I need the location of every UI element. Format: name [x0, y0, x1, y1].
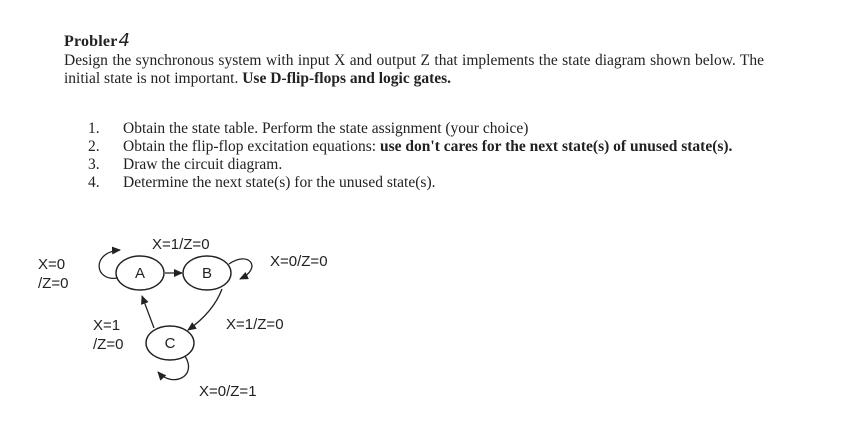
state-b — [183, 256, 231, 290]
task-item: 2. Obtain the flip-flop excitation equations: use don't cares for the next state(s) of unused state(s). — [88, 138, 733, 155]
task-item: 4. Determine the next state(s) for the unused state(s). — [88, 174, 436, 191]
label-a-self-input: X=0 — [38, 256, 66, 273]
statement-bold-text: Use D-flip-flops and logic gates. — [242, 70, 452, 87]
label-c-to-a-output: /Z=0 — [93, 336, 124, 353]
transition-b-self — [229, 259, 252, 279]
state-c-label: C — [164, 335, 176, 352]
statement-text: Design the synchronous system with input X and output Z that implements the state diagram shown below. The initial state is not important. — [64, 52, 764, 87]
label-a-self-output: /Z=0 — [38, 275, 69, 292]
transition-c-to-a — [142, 296, 154, 328]
problem-number-handwritten: 4 — [118, 30, 131, 51]
transition-b-to-c — [188, 289, 222, 330]
label-c-self: X=0/Z=1 — [199, 383, 257, 400]
state-b-label: B — [201, 265, 213, 282]
state-a-label: A — [134, 265, 146, 282]
label-c-to-a-input: X=1 — [93, 317, 121, 334]
label-b-to-c: X=1/Z=0 — [226, 316, 284, 333]
label-b-self: X=0/Z=0 — [270, 253, 328, 270]
label-a-to-b: X=1/Z=0 — [152, 236, 210, 253]
task-item: 1. Obtain the state table. Perform the state assignment (your choice) — [88, 120, 529, 137]
task-item: 3. Draw the circuit diagram. — [88, 156, 283, 173]
state-a — [116, 256, 164, 290]
problem-title: Probler4 — [64, 30, 131, 51]
state-c — [146, 326, 194, 360]
